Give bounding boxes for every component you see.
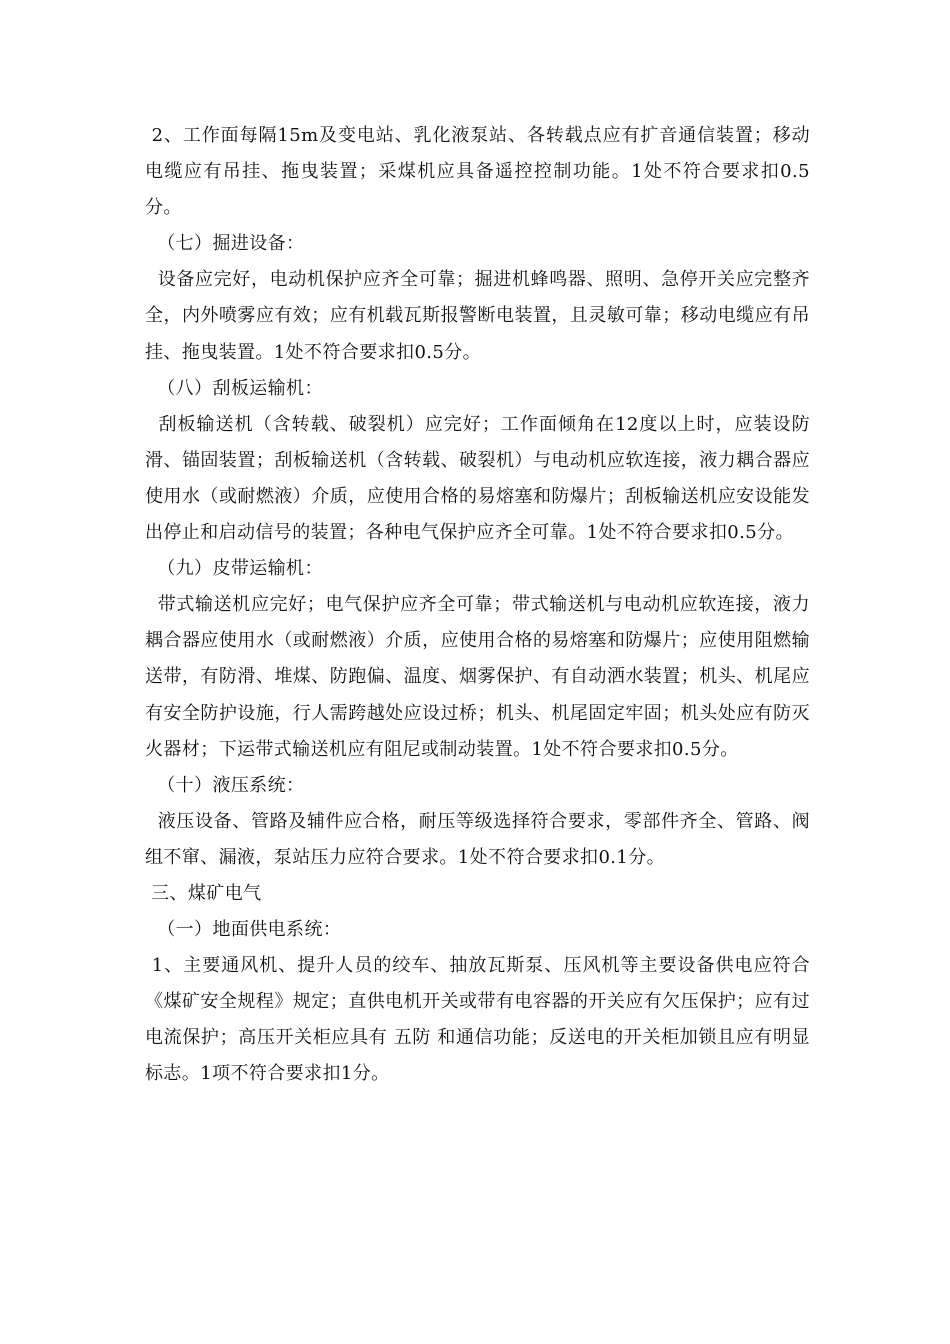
paragraph-hydraulic-system: 液压设备、管路及辅件应合格，耐压等级选择符合要求，零部件齐全、管路、阀组不窜、漏液，泵站压力应符合要求。1处不符合要求扣0.1分。 bbox=[145, 810, 810, 868]
section-heading-coal-mine-electrical: 三、煤矿电气 bbox=[145, 882, 262, 904]
document-body bbox=[145, 118, 810, 1093]
heading-ground-power-supply: （一）地面供电系统： bbox=[145, 919, 342, 941]
paragraph-scraper-conveyor: 刮板输送机（含转载、破裂机）应完好；工作面倾角在12度以上时，应装设防滑、锚固装置；刮板输送机（含转载、破裂机）与电动机应软连接，液力耦合器应使用水（或耐燃液）介质，应使用合格的易熔塞和防爆片；刮板输送机应安设能发出停止和启动信号的装置；各种电气保护应齐全可靠。1处不符合要求扣0.5分。 bbox=[145, 413, 810, 544]
paragraph-ground-power-supply: 1、主要通风机、提升人员的绞车、抽放瓦斯泵、压风机等主要设备供电应符合《煤矿安全规程》规定；直供电机开关或带有电容器的开关应有欠压保护；应有过电流保护；高压开关柜应具有 五防 和通信功能；反送电的开关柜加锁且应有明显标志。1项不符合要求扣1分。 bbox=[145, 955, 810, 1085]
paragraph-heading-equipment: 设备应完好，电动机保护应齐全可靠；掘进机蜂鸣器、照明、急停开关应完整齐全，内外喷雾应有效；应有机载瓦斯报警断电装置，且灵敏可靠；移动电缆应有吊挂、拖曳装置。1处不符合要求扣0.5分。 bbox=[145, 269, 810, 363]
paragraph-belt-conveyor: 带式输送机应完好；电气保护应齐全可靠；带式输送机与电动机应软连接，液力耦合器应使用水（或耐燃液）介质，应使用合格的易熔塞和防爆片；应使用阻燃输送带，有防滑、堆煤、防跑偏、温度、烟雾保护、有自动洒水装置；机头、机尾应有安全防护设施，行人需跨越处应设过桥；机头、机尾固定牢固；机头处应有防灭火器材；下运带式输送机应有阻尼或制动装置。1处不符合要求扣0.5分。 bbox=[145, 594, 810, 760]
heading-belt-conveyor: （九）皮带运输机： bbox=[145, 558, 323, 580]
heading-hydraulic-system: （十）液压系统： bbox=[145, 774, 305, 796]
heading-heading-equipment: （七）掘进设备： bbox=[145, 233, 305, 255]
heading-scraper-conveyor: （八）刮板运输机： bbox=[145, 377, 323, 399]
paragraph-face-communication: 2、工作面每隔15m及变电站、乳化液泵站、各转载点应有扩音通信装置；移动电缆应有吊挂、拖曳装置；采煤机应具备遥控控制功能。1处不符合要求扣0.5分。 bbox=[145, 125, 810, 219]
